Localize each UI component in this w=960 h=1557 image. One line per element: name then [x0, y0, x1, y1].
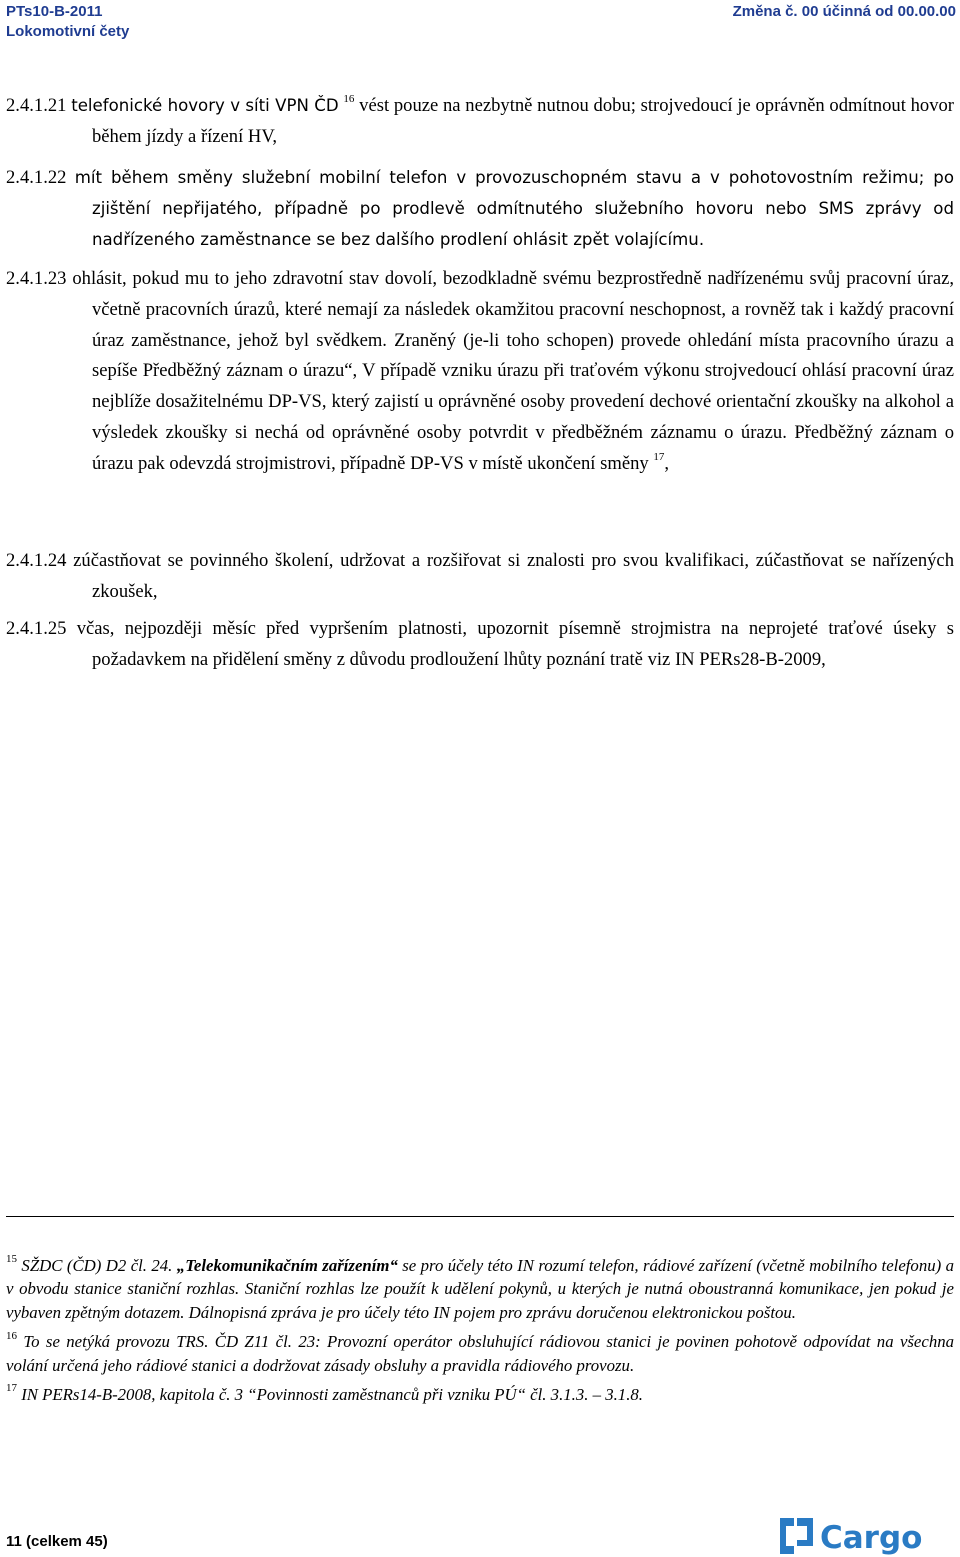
page-header-left — [6, 2, 129, 42]
item-number: 2.4.1.25 — [6, 618, 67, 639]
item-number: 2.4.1.22 — [6, 167, 67, 188]
item-text: vést pouze na nezbytně nutnou dobu; strojvedoucí je oprávněn odmítnout hovor během jízdy a řízení HV, — [92, 95, 954, 147]
footnotes — [6, 1254, 954, 1406]
doc-code: PTs10-B-2011 — [6, 3, 103, 20]
item-text: ohlásit, pokud mu to jeho zdravotní stav dovolí, bezodkladně svému bezprostředně nadřízenému svůj pracovní úraz, včetně pracovních úrazů, které nemají za následek okamžitou pracovní neschopnost, a rovněž tak i každý pracovní úraz zaměstnance, jehož byl svědkem. Zraněný (je-li toho schopen) provede ohledání místa pracovního úrazu a sepíše Předběžný záznam o úrazu“, V případě vzniku úrazu při traťovém výkonu strojvedoucí ohlásí pracovní úraz nejblíže dosažitelnému DP-VS, který zajistí u oprávněné osoby provedení dechové orientační zkoušky na alkohol a výsledek zkoušky si nechá od oprávněné osoby potvrdit v předběžném záznamu o úrazu. Předběžný záznam o úrazu pak odevzdá strojmistrovi, případně DP-VS v místě ukončení směny — [72, 268, 954, 474]
item-text: , — [664, 452, 669, 474]
doc-title: Lokomotivní čety — [6, 23, 130, 40]
item-text: zúčastňovat se povinného školení, udržovat a rozšiřovat si znalosti pro svou kvalifikaci, zúčastňovat se nařízených zkoušek, — [73, 550, 954, 602]
item-number: 2.4.1.21 — [6, 95, 67, 116]
logo-text: Cargo — [820, 1520, 923, 1556]
footnote-divider — [6, 1216, 954, 1217]
item-text: telefonické hovory v síti VPN ČD — [71, 96, 339, 115]
footnote-16 — [6, 1330, 954, 1377]
page-number: 11 (celkem 45) — [6, 1533, 108, 1550]
footnote-text: To se netýká provozu TRS. ČD Z11 čl. 23: Provozní operátor obsluhující rádiovou stanici je povinen pohotově odpovídat na všechna volání určená jeho rádiové stanici a dodržovat zásady obsluhy a pravidla rádiového provozu. — [6, 1332, 954, 1375]
item-23 — [6, 264, 954, 480]
cd-cargo-logo — [780, 1515, 954, 1557]
item-number: 2.4.1.23 — [6, 268, 67, 289]
footnote-ref[interactable]: 16 — [343, 92, 355, 105]
item-text: včas, nejpozději měsíc před vypršením platnosti, upozornit písemně strojmistra na neprojeté traťové úseky s požadavkem na přidělení směny z důvodu prodloužení lhůty poznání tratě viz IN PERs28-B-2009, — [76, 618, 954, 670]
item-25 — [6, 614, 954, 676]
item-21 — [6, 91, 954, 153]
footnote-text: se pro účely této IN rozumí telefon, rádiové zařízení (včetně mobilního telefonu) a v obvodu stanice staniční rozhlas. Staniční rozhlas lze použít k udělení pokynů, u kterých je nutná oboustranná komunikace, jen pokud je vybaven zpětným dotazem. Dálnopisná zpráva je pro účely této IN pojem pro zprávu doručenou elektronickou poštou. — [6, 1256, 954, 1322]
footnote-15 — [6, 1254, 954, 1324]
item-24 — [6, 546, 954, 608]
item-22 — [6, 163, 954, 255]
item-text: mít během směny služební mobilní telefon v provozuschopném stavu a v pohotovostním režimu; po zjištění nepřijatého, případně po prodlevě odmítnutého služebního hovoru nebo SMS zprávy od nadřízeného zaměstnance se bez dalšího prodlení ohlásit zpět volajícímu. — [74, 168, 954, 249]
footnote-number: 17 — [6, 1382, 17, 1395]
footnote-text: SŽDC (ČD) D2 čl. 24. — [21, 1256, 177, 1275]
footnote-text: IN PERs14-B-2008, kapitola č. 3 “Povinnosti zaměstnanců při vzniku PÚ“ čl. 3.1.3. – 3.1.8. — [21, 1385, 643, 1405]
footnote-number: 16 — [6, 1329, 17, 1342]
change-note: Změna č. 00 účinná od 00.00.00 — [732, 3, 956, 20]
footnote-ref[interactable]: 17 — [653, 450, 665, 463]
footnote-number: 15 — [6, 1253, 17, 1266]
footnote-17 — [6, 1383, 954, 1406]
item-number: 2.4.1.24 — [6, 550, 67, 571]
footnote-bold-term: „Telekomunikačním zařízením“ — [176, 1256, 398, 1275]
